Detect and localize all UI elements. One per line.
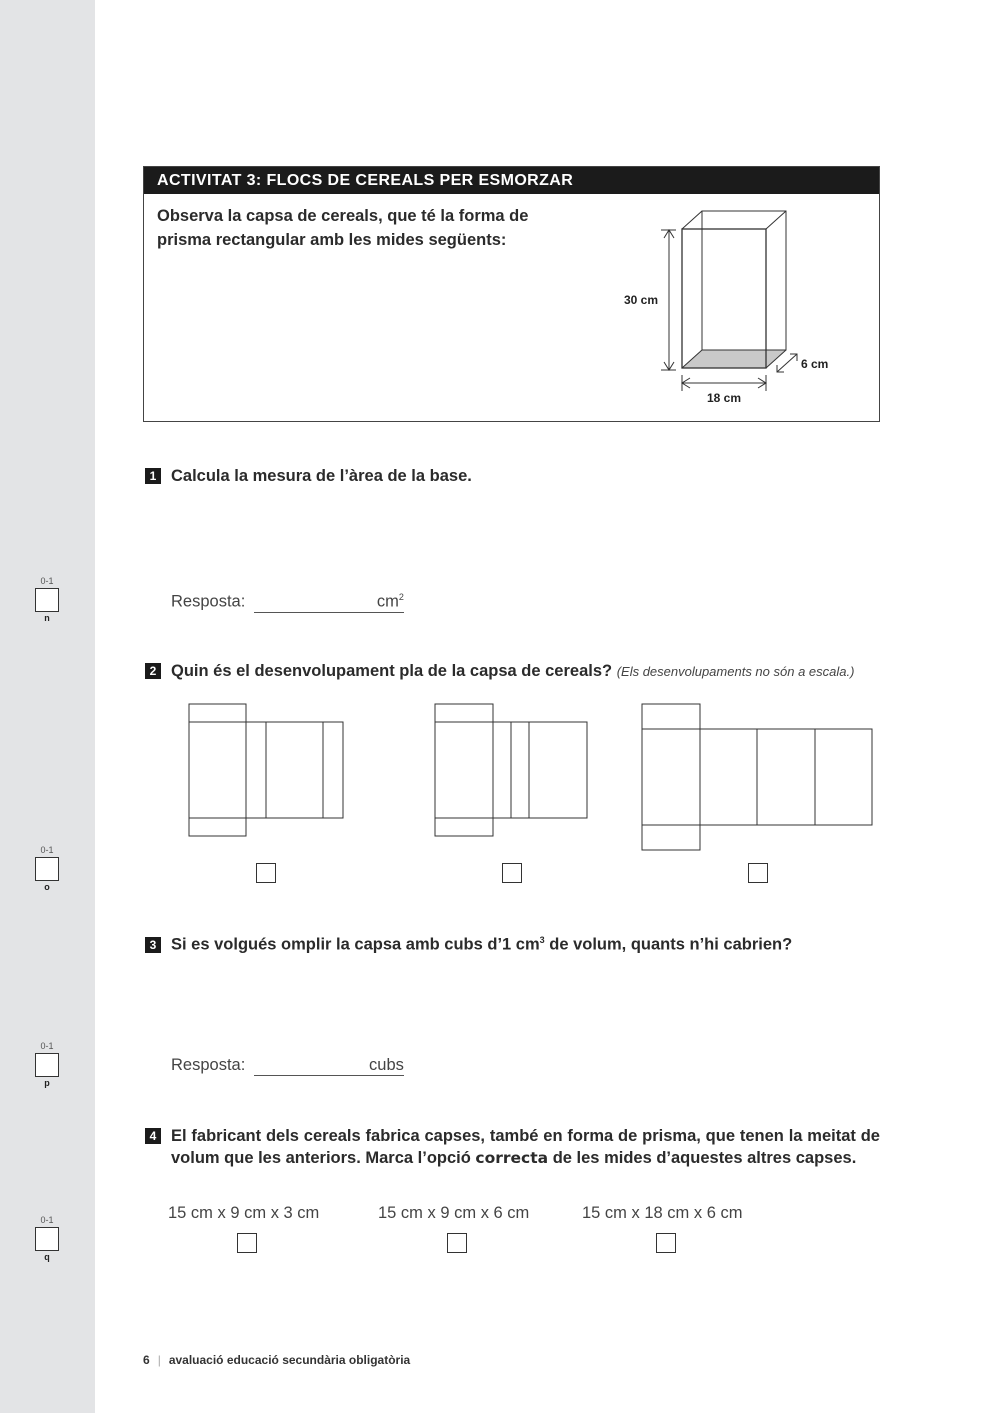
question-text-end: de les mides d’aquestes altres capses. bbox=[548, 1149, 857, 1167]
question-number: 1 bbox=[145, 468, 161, 484]
answer-3 bbox=[171, 1056, 404, 1076]
net-3-checkbox[interactable] bbox=[748, 863, 768, 883]
page-footer bbox=[143, 1353, 410, 1367]
net-option-2 bbox=[435, 704, 587, 836]
cereal-box-diagram bbox=[614, 205, 854, 410]
score-input[interactable] bbox=[35, 1227, 59, 1251]
answer-field[interactable] bbox=[254, 592, 404, 613]
question-note: (Els desenvolupaments no són a escala.) bbox=[616, 664, 855, 679]
question-text-block bbox=[145, 1125, 880, 1169]
score-letter: q bbox=[44, 1252, 50, 1262]
score-input[interactable] bbox=[35, 857, 59, 881]
net-1-checkbox[interactable] bbox=[256, 863, 276, 883]
question-number: 3 bbox=[145, 937, 161, 953]
question-3 bbox=[145, 929, 792, 956]
option-1-checkbox[interactable] bbox=[237, 1233, 257, 1253]
option-2-checkbox[interactable] bbox=[447, 1233, 467, 1253]
score-input[interactable] bbox=[35, 1053, 59, 1077]
height-label: 30 cm bbox=[624, 293, 659, 307]
option-3-label: 15 cm x 18 cm x 6 cm bbox=[582, 1204, 743, 1222]
option-3-checkbox[interactable] bbox=[656, 1233, 676, 1253]
question-1 bbox=[145, 465, 472, 487]
question-4 bbox=[145, 1125, 880, 1169]
score-letter: o bbox=[44, 882, 50, 892]
width-label: 18 cm bbox=[707, 391, 742, 405]
question-text: Quin és el desenvolupament pla de la capsa de cereals? bbox=[171, 662, 613, 680]
score-input[interactable] bbox=[35, 588, 59, 612]
score-range: 0-1 bbox=[40, 576, 54, 586]
question-text: Si es volgués omplir la capsa amb cubs d’1 cm bbox=[171, 935, 540, 954]
footer-separator: | bbox=[157, 1353, 161, 1367]
answer-1 bbox=[171, 592, 404, 613]
net-option-1 bbox=[189, 704, 343, 836]
margin-strip bbox=[0, 0, 95, 1413]
question-text: Calcula la mesura de l’àrea de la base. bbox=[171, 467, 472, 485]
option-1-label: 15 cm x 9 cm x 3 cm bbox=[168, 1204, 320, 1222]
net-2-checkbox[interactable] bbox=[502, 863, 522, 883]
footer-text: avaluació educació secundària obligatòria bbox=[168, 1353, 411, 1367]
depth-label: 6 cm bbox=[801, 357, 829, 371]
score-box-q bbox=[34, 1215, 60, 1262]
unit-superscript: 2 bbox=[398, 592, 404, 602]
score-range: 0-1 bbox=[40, 1041, 54, 1051]
box-nets bbox=[185, 700, 885, 855]
question-superscript: 3 bbox=[539, 935, 545, 945]
score-letter: p bbox=[44, 1078, 50, 1088]
page-number: 6 bbox=[143, 1353, 150, 1367]
score-letter: n bbox=[44, 613, 50, 623]
score-range: 0-1 bbox=[40, 845, 54, 855]
answer-unit: cm bbox=[376, 592, 399, 611]
question-emphasis: correcta bbox=[475, 1149, 549, 1167]
option-2-label: 15 cm x 9 cm x 6 cm bbox=[378, 1204, 530, 1222]
answer-unit: cubs bbox=[369, 1056, 404, 1074]
score-box-p bbox=[34, 1041, 60, 1088]
answer-label: Resposta: bbox=[171, 592, 246, 611]
question-text-end: de volum, quants n’hi cabrien? bbox=[544, 935, 793, 954]
question-text: El fabricant dels cereals fabrica capses, també en forma de prisma, que tenen la meitat de volum que les anteriors. Marca l’opció bbox=[171, 1127, 880, 1167]
question-number: 2 bbox=[145, 663, 161, 679]
question-2 bbox=[145, 660, 854, 683]
activity-intro: Observa la capsa de cereals, que té la forma de prisma rectangular amb les mides següents: bbox=[157, 207, 529, 249]
activity-title: ACTIVITAT 3: FLOCS DE CEREALS PER ESMORZAR bbox=[144, 167, 879, 194]
score-box-n bbox=[34, 576, 60, 623]
score-range: 0-1 bbox=[40, 1215, 54, 1225]
net-option-3 bbox=[642, 704, 872, 850]
question-number: 4 bbox=[145, 1128, 161, 1144]
answer-label: Resposta: bbox=[171, 1056, 246, 1074]
activity-box bbox=[143, 166, 880, 422]
answer-field[interactable] bbox=[254, 1056, 404, 1076]
score-box-o bbox=[34, 845, 60, 892]
